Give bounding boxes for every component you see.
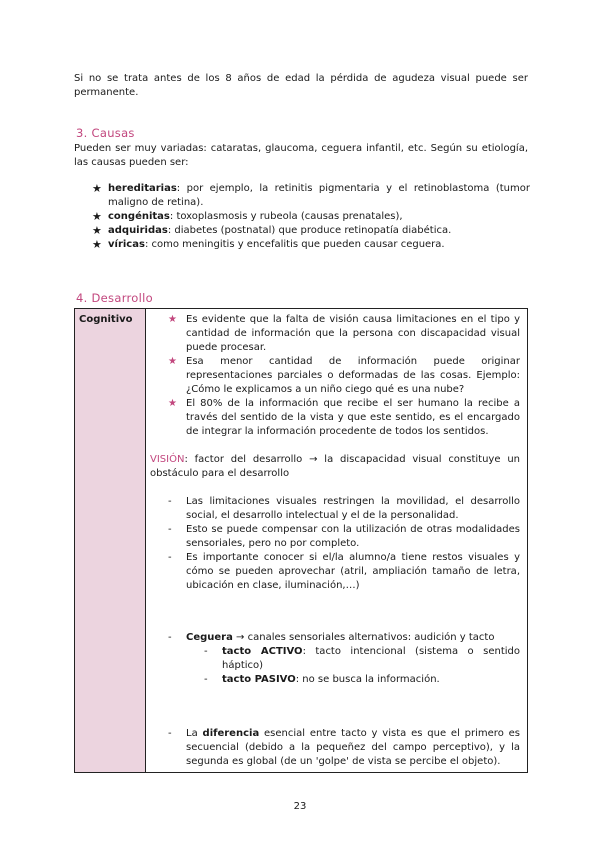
intro-paragraph: Si no se trata antes de los 8 años de edad la pérdida de agudeza visual puede ser permanente.: [74, 73, 528, 98]
causas-intro: Pueden ser muy variadas: cataratas, glaucoma, ceguera infantil, etc. Según su etiología, las causas pueden ser:: [74, 143, 528, 168]
desarrollo-table: [74, 308, 528, 773]
table-label-cell: [75, 309, 146, 773]
dash-bullet: -: [168, 728, 172, 739]
dash-bullet: -: [168, 632, 172, 643]
list-item: tacto PASIVO: no se busca la información.: [222, 674, 440, 685]
dash-bullet: -: [204, 646, 208, 657]
star-bullet-icon: ★: [168, 398, 177, 409]
star-bullet-icon: ★: [168, 356, 177, 367]
ceguera-item: Ceguera → canales sensoriales alternativos: audición y tacto: [186, 632, 495, 643]
section-heading-causas: 3. Causas: [76, 126, 135, 140]
star-bullet-icon: ★: [168, 314, 177, 325]
list-item: ★ congénitas: toxoplasmosis y rubeola (causas prenatales),: [92, 210, 403, 223]
page-number: 23: [293, 801, 307, 812]
dash-bullet: -: [204, 674, 208, 685]
list-item: Las limitaciones visuales restringen la movilidad, el desarrollo social, el desarrollo intelectual y el de la personalidad.: [186, 496, 520, 521]
list-item: Es importante conocer si el/la alumno/a tiene restos visuales y cómo se pueden aprovechar (atril, ampliación tamaño de letra, ubicación en clase, iluminación,…): [186, 552, 520, 591]
list-item: Esto se puede compensar con la utilización de otras modalidades sensoriales, pero no por completo.: [186, 524, 520, 549]
list-item: ★ adquiridas: diabetes (postnatal) que produce retinopatía diabética.: [92, 224, 452, 237]
list-item: El 80% de la información que recibe el ser humano la recibe a través del sentido de la vista y que este sentido, es el encargado de integrar la información procedente de todos los sentidos.: [186, 398, 520, 437]
list-item: Esa menor cantidad de información puede originar representaciones parciales o deformadas de las cosas. Ejemplo: ¿Cómo le explicamos a un niño ciego qué es una nube?: [186, 356, 520, 395]
star-bullet-icon: ★: [92, 210, 102, 223]
star-bullet-icon: ★: [92, 238, 102, 251]
list-item: ★ víricas: como meningitis y encefalitis que pueden causar ceguera.: [92, 238, 445, 251]
list-item: tacto ACTIVO: tacto intencional (sistema o sentido háptico): [222, 646, 520, 671]
list-item: ★ hereditarias: por ejemplo, la retinitis pigmentaria y el retinoblastoma (tumor maligno de retina).: [92, 182, 530, 208]
dash-bullet: -: [168, 496, 172, 507]
star-bullet-icon: ★: [92, 224, 102, 237]
dash-bullet: -: [168, 524, 172, 535]
dash-bullet: -: [168, 552, 172, 563]
section-heading-desarrollo: 4. Desarrollo: [76, 291, 153, 305]
row-label: Cognitivo: [79, 314, 133, 325]
table-content-cell: [146, 309, 528, 773]
star-bullet-icon: ★: [92, 182, 102, 195]
vision-paragraph: VISIÓN: factor del desarrollo → la discapacidad visual constituye un obstáculo para el desarrollo: [150, 454, 520, 479]
list-item: Es evidente que la falta de visión causa limitaciones en el tipo y cantidad de información que la persona con discapacidad visual puede procesar.: [186, 314, 520, 353]
diferencia-item: La diferencia esencial entre tacto y vista es que el primero es secuencial (debido a la pequeñez del campo perceptivo), y la segunda es global (de un 'golpe' de vista se percibe el objeto).: [186, 728, 520, 767]
